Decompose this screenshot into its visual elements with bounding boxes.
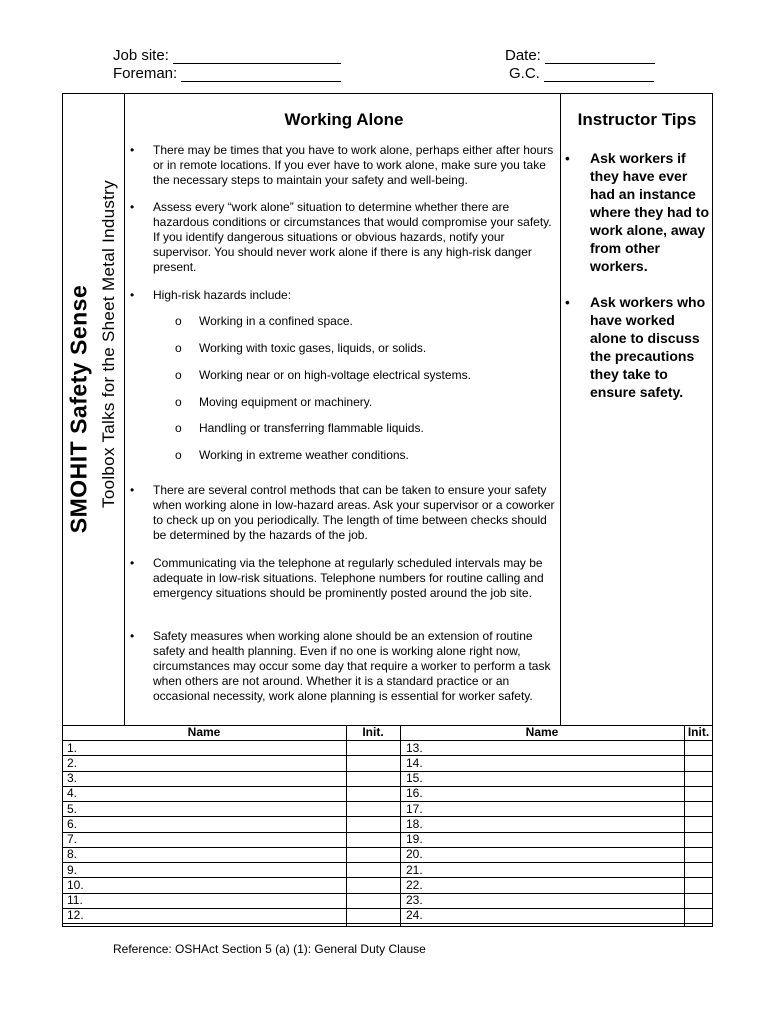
bullet-text: High-risk hazards include:: [153, 288, 292, 302]
bullet-dot: •: [130, 288, 135, 302]
signin-name-cell[interactable]: [406, 741, 682, 756]
row-number: 10.: [67, 877, 84, 892]
signin-init-cell[interactable]: [347, 756, 399, 771]
job-site-label: Job site:: [113, 47, 169, 64]
foreman-field[interactable]: [113, 65, 341, 82]
sidebar-title: SMOHIT Safety Sense: [65, 284, 92, 534]
signin-name-cell[interactable]: [67, 847, 343, 862]
row-number: 20.: [406, 847, 423, 862]
signin-name-cell[interactable]: [67, 741, 343, 756]
signin-init-cell[interactable]: [347, 786, 399, 801]
row-number: 16.: [406, 786, 423, 801]
signin-init-cell[interactable]: [347, 893, 399, 908]
row-number: 1.: [67, 740, 78, 755]
row-number: 22.: [406, 877, 423, 892]
reference-note: Reference: OSHAct Section 5 (a) (1): General Duty Clause: [113, 942, 426, 956]
bullet-dot: •: [565, 150, 570, 166]
bullet-dot: •: [130, 143, 135, 157]
bullet-dot: •: [130, 200, 135, 214]
gc-line[interactable]: [544, 67, 654, 82]
signin-name-cell[interactable]: [67, 756, 343, 771]
row-number: 12.: [67, 908, 84, 923]
signin-name-cell[interactable]: [67, 878, 343, 893]
bullet-dot: •: [565, 294, 570, 310]
row-number: 5.: [67, 801, 78, 816]
name-header: Name: [187, 725, 221, 739]
bullet-text: Assess every “work alone” situation to determine whether there are hazardous conditions or circumstances that would compromise your safety. If you identify dangerous situations or obvious hazards, notify your supervisor. You should never work alone if there is any high-risk danger present.: [153, 200, 552, 274]
signin-init-cell[interactable]: [685, 863, 712, 878]
row-number: 13.: [406, 740, 423, 755]
hazard-text: Handling or transferring flammable liquids.: [199, 421, 424, 435]
row-number: 21.: [406, 862, 423, 877]
signin-init-cell[interactable]: [347, 771, 399, 786]
sub-bullet: o: [175, 395, 182, 409]
hazard-text: Working near or on high-voltage electrical systems.: [199, 368, 471, 382]
foreman-line[interactable]: [181, 67, 341, 82]
row-number: 18.: [406, 816, 423, 831]
gc-field[interactable]: [509, 65, 654, 82]
signin-init-cell[interactable]: [685, 893, 712, 908]
signin-name-cell[interactable]: [406, 908, 682, 923]
row-number: 7.: [67, 832, 78, 846]
signin-name-cell[interactable]: [406, 786, 682, 801]
signin-name-cell[interactable]: [67, 863, 343, 878]
signin-init-cell[interactable]: [347, 863, 399, 878]
tip-text: Ask workers if they have ever had an instance where they had to work alone, away from other workers.: [590, 150, 710, 274]
signin-init-cell[interactable]: [685, 802, 712, 817]
hazard-text: Working in extreme weather conditions.: [199, 448, 409, 462]
row-number: 15.: [406, 771, 423, 785]
signin-name-cell[interactable]: [67, 802, 343, 817]
signin-name-cell[interactable]: [406, 863, 682, 878]
row-number: 9.: [67, 862, 78, 877]
signin-name-cell[interactable]: [406, 802, 682, 817]
row-number: 17.: [406, 801, 423, 816]
gc-label: G.C.: [509, 65, 540, 82]
row-number: 19.: [406, 832, 423, 846]
sub-bullet: o: [175, 341, 182, 355]
job-site-field[interactable]: [113, 47, 341, 64]
signin-init-cell[interactable]: [347, 908, 399, 923]
bullet-text: Safety measures when working alone should be an extension of routine safety and health planning. Even if no one is working alone right now, circumstances may occur some day that require a worker to perform a task when others are not around. Whether it is a standard practice or an occasional necessity, work alone planning is essential for worker safety.: [153, 629, 551, 703]
bullet-dot: •: [130, 483, 135, 497]
signin-name-cell[interactable]: [67, 908, 343, 923]
row-number: 24.: [406, 908, 423, 923]
signin-name-cell[interactable]: [406, 756, 682, 771]
sub-bullet: o: [175, 314, 182, 328]
row-number: 14.: [406, 755, 423, 770]
bullet-text: Communicating via the telephone at regularly scheduled intervals may be adequate in low-risk situations. Telephone numbers for routine calling and emergency situations should be prominently posted around the job site.: [153, 556, 544, 600]
row-number: 23.: [406, 893, 423, 907]
signin-init-cell[interactable]: [685, 756, 712, 771]
signin-init-cell[interactable]: [347, 741, 399, 756]
name-header: Name: [525, 725, 559, 739]
signin-name-cell[interactable]: [67, 817, 343, 832]
row-number: 6.: [67, 816, 78, 831]
signin-init-cell[interactable]: [685, 786, 712, 801]
signin-init-cell[interactable]: [347, 847, 399, 862]
tip-text: Ask workers who have worked alone to discuss the precautions they take to ensure safety.: [590, 294, 706, 400]
signin-name-cell[interactable]: [406, 832, 682, 847]
date-label: Date:: [505, 47, 541, 64]
signin-init-cell[interactable]: [347, 832, 399, 847]
signin-init-cell[interactable]: [685, 908, 712, 923]
signin-init-cell[interactable]: [347, 817, 399, 832]
signin-name-cell[interactable]: [406, 893, 682, 908]
hazard-text: Moving equipment or machinery.: [199, 395, 373, 409]
page-title: Working Alone: [284, 110, 404, 129]
signin-init-cell[interactable]: [685, 878, 712, 893]
job-site-line[interactable]: [173, 49, 341, 64]
row-number: 3.: [67, 771, 78, 785]
foreman-label: Foreman:: [113, 65, 178, 82]
sidebar-divider: [124, 93, 125, 725]
signin-name-cell[interactable]: [406, 817, 682, 832]
signin-init-cell[interactable]: [347, 802, 399, 817]
row-number: 11.: [67, 893, 83, 907]
signin-name-cell[interactable]: [67, 771, 343, 786]
sidebar: [62, 93, 124, 725]
signin-init-cell[interactable]: [685, 741, 712, 756]
signin-name-cell[interactable]: [67, 893, 343, 908]
init-header: Init.: [362, 725, 384, 739]
signin-name-cell[interactable]: [67, 786, 343, 801]
row-number: 8.: [67, 847, 78, 862]
signin-init-cell[interactable]: [347, 878, 399, 893]
signin-init-cell[interactable]: [685, 832, 712, 847]
sub-bullet: o: [175, 368, 182, 382]
signin-name-cell[interactable]: [406, 771, 682, 786]
sidebar-subtitle: Toolbox Talks for the Sheet Metal Industry: [99, 180, 118, 508]
hazard-text: Working with toxic gases, liquids, or solids.: [199, 341, 427, 355]
signin-name-cell[interactable]: [67, 832, 343, 847]
signin-name-cell[interactable]: [406, 878, 682, 893]
bullet-text: There are several control methods that can be taken to ensure your safety when working alone in low-hazard areas. Ask your supervisor or a coworker to check up on you periodically. The length of time between checks should be determined by the hazards of the job.: [153, 483, 555, 542]
signin-init-cell[interactable]: [685, 847, 712, 862]
hazard-text: Working in a confined space.: [199, 314, 353, 328]
init-header: Init.: [687, 725, 710, 739]
sub-bullet: o: [175, 448, 182, 462]
row-number: 2.: [67, 755, 78, 770]
signin-name-cell[interactable]: [406, 847, 682, 862]
date-line[interactable]: [545, 49, 655, 64]
signin-init-cell[interactable]: [685, 771, 712, 786]
bullet-text: There may be times that you have to work alone, perhaps either after hours or in remote locations. If you ever have to work alone, make sure you take the necessary steps to maintain your safety and well-being.: [153, 143, 554, 187]
bullet-dot: •: [130, 556, 135, 570]
tips-divider: [560, 93, 561, 725]
row-number: 4.: [67, 786, 78, 801]
date-field[interactable]: [505, 47, 655, 64]
tips-title: Instructor Tips: [577, 110, 697, 129]
signin-init-cell[interactable]: [685, 817, 712, 832]
bullet-dot: •: [130, 629, 135, 643]
sub-bullet: o: [175, 421, 182, 435]
